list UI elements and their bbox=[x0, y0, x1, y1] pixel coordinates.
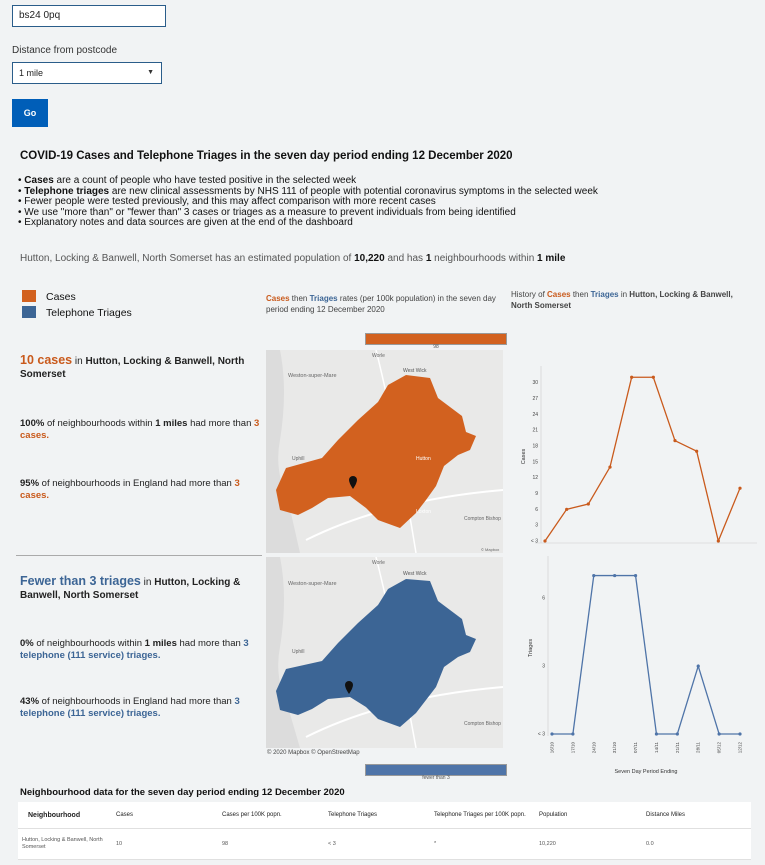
map-attribution[interactable]: © 2020 Mapbox © OpenStreetMap bbox=[267, 750, 360, 756]
x-tick-label: 17/10 bbox=[570, 742, 576, 754]
bullet-testing: • Fewer people were tested previously, and this may affect comparison with more recent cases bbox=[18, 196, 436, 208]
x-tick-label: 21/11 bbox=[674, 742, 680, 753]
map-title: Cases then Triages rates (per 100k population) in the seven day period ending 12 December 2020 bbox=[266, 294, 496, 314]
y-axis-label: Triages bbox=[528, 638, 534, 658]
map-label-uphill: Uphill bbox=[292, 649, 305, 655]
cell-population: 10,220 bbox=[539, 840, 556, 847]
map-label-compton: Compton Bishop bbox=[464, 721, 501, 727]
cases-england-stat: 95% of neighbourhoods in England had more than 3 cases. bbox=[20, 478, 240, 501]
y-axis-label: Cases bbox=[521, 448, 527, 465]
go-button[interactable]: Go bbox=[12, 99, 48, 127]
bullet-triages: • Telephone triages are new clinical assessments by NHS 111 of people with potential coronavirus symptoms in the selected week bbox=[18, 185, 598, 197]
data-point bbox=[571, 732, 574, 735]
neighbourhood-table bbox=[18, 802, 751, 860]
cell-distance: 0.0 bbox=[646, 840, 654, 847]
col-header-triages-rate: Telephone Triages per 100K popn. bbox=[434, 811, 526, 818]
legend-swatch-triages bbox=[22, 306, 36, 318]
y-tick-label: 9 bbox=[535, 490, 538, 497]
triages-color-scale bbox=[365, 764, 507, 781]
x-axis-label: Seven Day Period Ending bbox=[614, 769, 678, 775]
y-tick-label: 15 bbox=[532, 459, 538, 466]
bullet-threshold: • We use "more than" or "fewer than" 3 cases or triages as a measure to prevent individuals from being identified bbox=[18, 206, 516, 218]
cases-headline: 10 cases in Hutton, Locking & Banwell, North Somerset bbox=[20, 353, 245, 380]
data-point bbox=[717, 539, 720, 542]
col-header-triages: Telephone Triages bbox=[328, 811, 378, 818]
data-point bbox=[738, 732, 741, 735]
data-point bbox=[565, 508, 568, 511]
x-tick-label: 24/10 bbox=[591, 742, 597, 754]
bullet-notes: • Explanatory notes and data sources are given at the end of the dashboard bbox=[18, 217, 353, 229]
triages-map[interactable] bbox=[266, 557, 503, 748]
col-header-population: Population bbox=[539, 811, 568, 818]
chevron-down-icon: ▼ bbox=[147, 69, 154, 76]
triages-history-chart bbox=[507, 555, 757, 780]
cases-color-scale bbox=[365, 333, 507, 350]
data-point bbox=[634, 574, 637, 577]
explanatory-bullets bbox=[18, 176, 718, 229]
distance-select-value: 1 mile bbox=[19, 68, 44, 78]
map-label-mapbox: © Mapbox bbox=[481, 547, 500, 552]
data-point bbox=[652, 376, 655, 379]
x-tick-label: 12/12 bbox=[737, 742, 743, 754]
table-title: Neighbourhood data for the seven day period ending 12 December 2020 bbox=[20, 787, 345, 798]
map-label-loxton: Loxton bbox=[416, 509, 432, 515]
area-summary: Hutton, Locking & Banwell, North Somerset has an estimated population of 10,220 and has 1 neighbourhoods within 1 mile bbox=[20, 253, 566, 264]
cell-triages-rate: * bbox=[434, 840, 437, 847]
x-tick-label: 07/11 bbox=[633, 742, 639, 753]
y-tick-label: 24 bbox=[532, 411, 538, 418]
distance-select[interactable] bbox=[12, 62, 162, 84]
cases-scale-label: 98 bbox=[433, 344, 439, 350]
triages-england-stat: 43% of neighbourhoods in England had more than 3 telephone (111 service) triages. bbox=[20, 696, 240, 719]
col-header-neighbourhood: Neighbourhood bbox=[28, 811, 81, 819]
data-point bbox=[697, 665, 700, 668]
legend-swatch-cases bbox=[22, 290, 36, 302]
triages-headline: Fewer than 3 triages in Hutton, Locking & Banwell, North Somerset bbox=[20, 574, 241, 601]
x-tick-label: 16/10 bbox=[549, 742, 555, 754]
y-tick-label: 30 bbox=[532, 380, 538, 387]
map-label-westwick: West Wick bbox=[403, 368, 427, 374]
cell-triages: < 3 bbox=[328, 840, 336, 847]
cases-history-chart bbox=[507, 350, 757, 555]
data-point bbox=[676, 732, 679, 735]
y-tick-label: 6 bbox=[542, 595, 545, 602]
postcode-input[interactable]: bs24 0pq bbox=[12, 5, 166, 27]
map-label-weston: Weston-super-Mare bbox=[288, 581, 337, 587]
table-header-row bbox=[18, 802, 751, 829]
table-row bbox=[18, 829, 751, 860]
data-point bbox=[673, 439, 676, 442]
x-tick-label: 14/11 bbox=[653, 742, 659, 753]
legend-cases: Cases bbox=[22, 290, 76, 303]
map-label-compton: Compton Bishop bbox=[464, 516, 501, 522]
legend-triages: Telephone Triages bbox=[22, 306, 132, 319]
y-tick-label: 3 bbox=[535, 522, 538, 529]
data-point bbox=[738, 487, 741, 490]
data-point bbox=[655, 732, 658, 735]
cases-line-chart bbox=[507, 350, 757, 555]
y-tick-label: < 3 bbox=[530, 538, 538, 545]
y-tick-label: 27 bbox=[532, 395, 538, 402]
data-point bbox=[608, 465, 611, 468]
data-point bbox=[695, 450, 698, 453]
map-label-westwick: West Wick bbox=[403, 571, 427, 577]
section-divider bbox=[16, 555, 262, 556]
history-title: History of Cases then Triages in Hutton, Locking & Banwell, North Somerset bbox=[511, 290, 733, 310]
triages-line-chart bbox=[507, 555, 757, 780]
series-line bbox=[552, 576, 740, 734]
y-tick-label: 18 bbox=[532, 443, 538, 450]
col-header-cases: Cases bbox=[116, 811, 134, 818]
x-tick-label: 28/11 bbox=[695, 742, 701, 753]
y-tick-label: < 3 bbox=[537, 731, 545, 738]
y-tick-label: 21 bbox=[532, 427, 538, 434]
map-coastline bbox=[266, 350, 300, 553]
map-label-worle: Worle bbox=[372, 353, 385, 359]
y-tick-label: 3 bbox=[542, 663, 545, 670]
data-point bbox=[592, 574, 595, 577]
triages-area-polygon bbox=[276, 579, 476, 727]
data-point bbox=[587, 502, 590, 505]
data-point bbox=[630, 376, 633, 379]
map-label-uphill: Uphill bbox=[292, 456, 305, 462]
map-label-worle: Worle bbox=[372, 560, 385, 566]
cases-area-polygon bbox=[276, 375, 476, 528]
series-line bbox=[545, 377, 740, 541]
map-label-weston: Weston-super-Mare bbox=[288, 373, 337, 379]
triages-local-stat: 0% of neighbourhoods within 1 miles had more than 3 telephone (111 service) triages. bbox=[20, 638, 249, 661]
col-header-distance: Distance Miles bbox=[646, 811, 686, 818]
cell-cases-rate: 98 bbox=[222, 840, 229, 847]
cases-map[interactable] bbox=[266, 350, 503, 553]
cell-cases: 10 bbox=[116, 840, 123, 847]
cases-local-stat: 100% of neighbourhoods within 1 miles had more than 3 cases. bbox=[20, 418, 260, 441]
data-point bbox=[550, 732, 553, 735]
y-tick-label: 6 bbox=[535, 506, 538, 513]
cell-neighbourhood: Hutton, Locking & Banwell, North Somerset bbox=[22, 837, 103, 850]
page-title: COVID-19 Cases and Telephone Triages in the seven day period ending 12 December 2020 bbox=[20, 150, 513, 162]
map-label-hutton: Hutton bbox=[416, 456, 431, 462]
data-point bbox=[718, 732, 721, 735]
triages-scale-label: fewer than 3 bbox=[422, 775, 450, 781]
distance-label: Distance from postcode bbox=[12, 45, 118, 56]
col-header-cases-rate: Cases per 100K popn. bbox=[222, 811, 282, 818]
data-point bbox=[543, 539, 546, 542]
data-point bbox=[613, 574, 616, 577]
x-tick-label: 05/12 bbox=[716, 742, 722, 754]
bullet-cases: • Cases are a count of people who have tested positive in the selected week bbox=[18, 175, 357, 186]
y-tick-label: 12 bbox=[532, 475, 538, 482]
x-tick-label: 31/10 bbox=[612, 742, 618, 754]
